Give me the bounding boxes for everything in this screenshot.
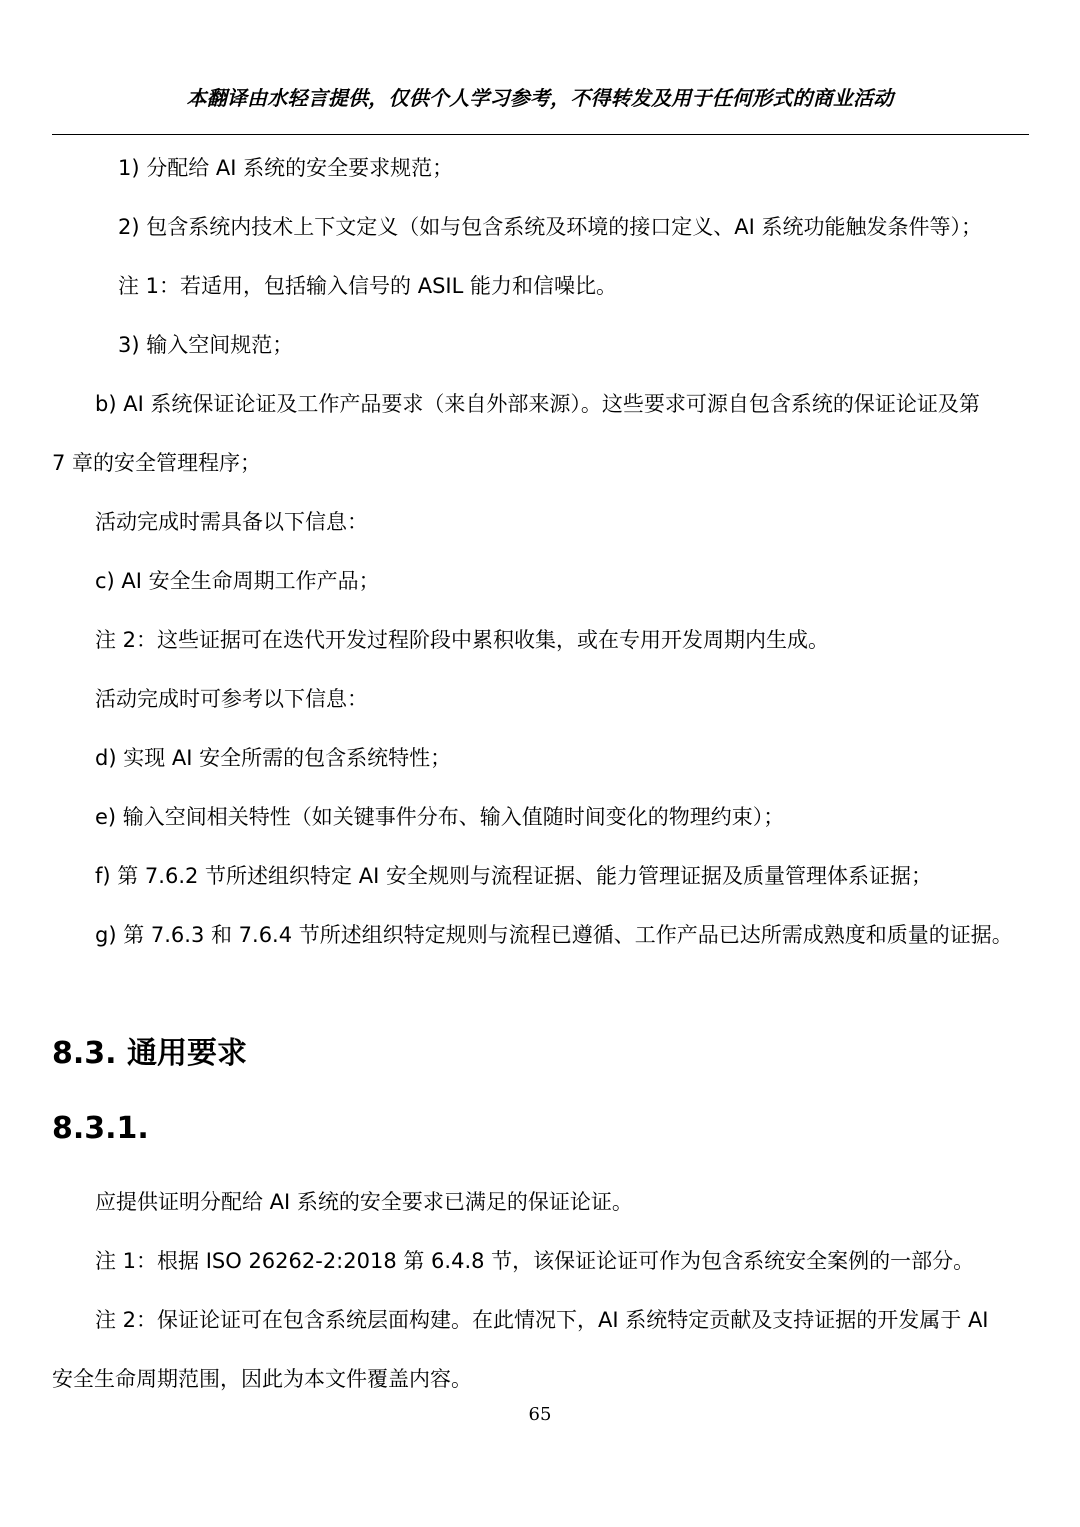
list-item-1: 1) 分配给 AI 系统的安全要求规范； [118, 156, 454, 180]
item-e: e) 输入空间相关特性（如关键事件分布、输入值随时间变化的物理约束）； [95, 805, 785, 829]
item-f: f) 第 7.6.2 节所述组织特定 AI 安全规则与流程证据、能力管理证据及质量管理体系证据； [95, 864, 932, 888]
item-d: d) 实现 AI 安全所需的包含系统特性； [95, 746, 452, 770]
required-info-intro: 活动完成时需具备以下信息： [95, 510, 368, 534]
section-heading-8-3: 8.3. 通用要求 [52, 1036, 247, 1071]
list-item-3: 3) 输入空间规范； [118, 333, 294, 357]
note-2-system-level: 注 2：保证论证可在包含系统层面构建。在此情况下，AI 系统特定贡献及支持证据的开发属于 AI [95, 1308, 989, 1332]
item-b-continued: 7 章的安全管理程序； [52, 451, 262, 475]
note-1-iso: 注 1：根据 ISO 26262-2:2018 第 6.4.8 节，该保证论证可作为包含系统安全案例的一部分。 [95, 1249, 975, 1273]
item-b: b) AI 系统保证论证及工作产品要求（来自外部来源）。这些要求可源自包含系统的保证论证及第 [95, 392, 980, 416]
optional-info-intro: 活动完成时可参考以下信息： [95, 687, 368, 711]
page-number: 65 [528, 1404, 552, 1425]
note-1: 注 1：若适用，包括输入信号的 ASIL 能力和信噪比。 [118, 274, 617, 298]
note-2: 注 2：这些证据可在迭代开发过程阶段中累积收集，或在专用开发周期内生成。 [95, 628, 830, 652]
subsection-heading-8-3-1: 8.3.1. [52, 1111, 149, 1146]
header-divider [52, 134, 1029, 135]
page-header: 本翻译由水轻言提供，仅供个人学习参考，不得转发及用于任何形式的商业活动 [186, 86, 894, 110]
note-2-continued: 安全生命周期范围，因此为本文件覆盖内容。 [52, 1367, 472, 1391]
item-c: c) AI 安全生命周期工作产品； [95, 569, 380, 593]
requirement-paragraph: 应提供证明分配给 AI 系统的安全要求已满足的保证论证。 [95, 1190, 633, 1214]
list-item-2: 2) 包含系统内技术上下文定义（如与包含系统及环境的接口定义、AI 系统功能触发条件等）； [118, 215, 982, 239]
item-g: g) 第 7.6.3 和 7.6.4 节所述组织特定规则与流程已遵循、工作产品已达所需成熟度和质量的证据。 [95, 923, 1013, 947]
